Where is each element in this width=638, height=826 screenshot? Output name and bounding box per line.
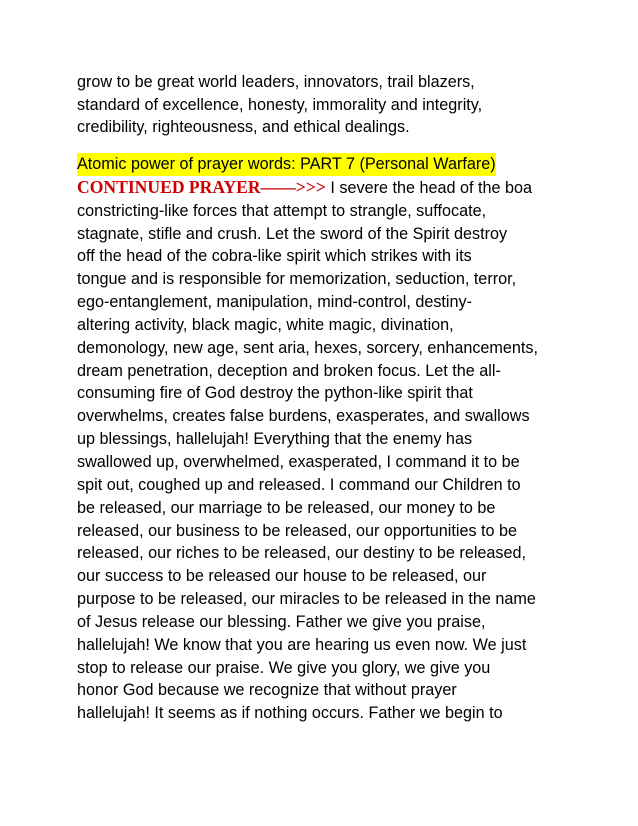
body-line: up blessings, hallelujah! Everything that the enemy has — [77, 430, 473, 449]
body-line: spit out, coughed up and released. I command our Children to — [77, 475, 521, 494]
intro-line: grow to be great world leaders, innovators, trail blazers, — [77, 73, 475, 91]
body-line: honor God because we recognize that without prayer — [77, 681, 457, 700]
body-line: hallelujah! It seems as if nothing occurs. Father we begin to — [77, 704, 503, 723]
intro-line: standard of excellence, honesty, immorality and integrity, — [77, 95, 483, 114]
body-line: tongue and is responsible for memorization, seduction, terror, — [77, 270, 517, 289]
intro-paragraph — [77, 71, 569, 139]
body-line: hallelujah! We know that you are hearing us even now. We just — [77, 635, 527, 654]
body-line: consuming fire of God destroy the python-like spirit that — [77, 384, 473, 403]
body-line: purpose to be released, our miracles to be released in the name — [77, 590, 536, 609]
body-line: stagnate, stifle and crush. Let the sword of the Spirit destroy — [77, 224, 508, 243]
prayer-label: CONTINUED PRAYER——>>> — [77, 176, 326, 197]
body-line: stop to release our praise. We give you glory, we give you — [77, 658, 491, 677]
body-first-line — [77, 176, 569, 200]
body-line: demonology, new age, sent aria, hexes, sorcery, enhancements, — [77, 338, 539, 357]
body-line: ego-entanglement, manipulation, mind-control, destiny- — [77, 293, 473, 312]
body-line: constricting-like forces that attempt to strangle, suffocate, — [77, 201, 487, 220]
body-line: overwhelms, creates false burdens, exasperates, and swallows — [77, 407, 530, 426]
body-line: of Jesus release our blessing. Father we give you praise, — [77, 612, 486, 631]
intro-line: credibility, righteousness, and ethical dealings. — [77, 118, 410, 137]
body-line: our success to be released our house to be released, our — [77, 567, 487, 586]
body-line: be released, our marriage to be released, our money to be — [77, 498, 496, 517]
body-line: altering activity, black magic, white magic, divination, — [77, 315, 454, 334]
body-line: released, our business to be released, our opportunities to be — [77, 521, 518, 540]
body-line: swallowed up, overwhelmed, exasperated, I command it to be — [77, 452, 520, 471]
section-heading: Atomic power of prayer words: PART 7 (Personal Warfare) — [77, 153, 496, 176]
body-line: off the head of the cobra-like spirit which strikes with its — [77, 247, 472, 266]
prayer-section — [77, 153, 569, 725]
body-line: released, our riches to be released, our destiny to be released, — [77, 544, 527, 563]
body-line: dream penetration, deception and broken focus. Let the all- — [77, 361, 501, 380]
body-first-line-text: I severe the head of the boa — [325, 178, 532, 197]
